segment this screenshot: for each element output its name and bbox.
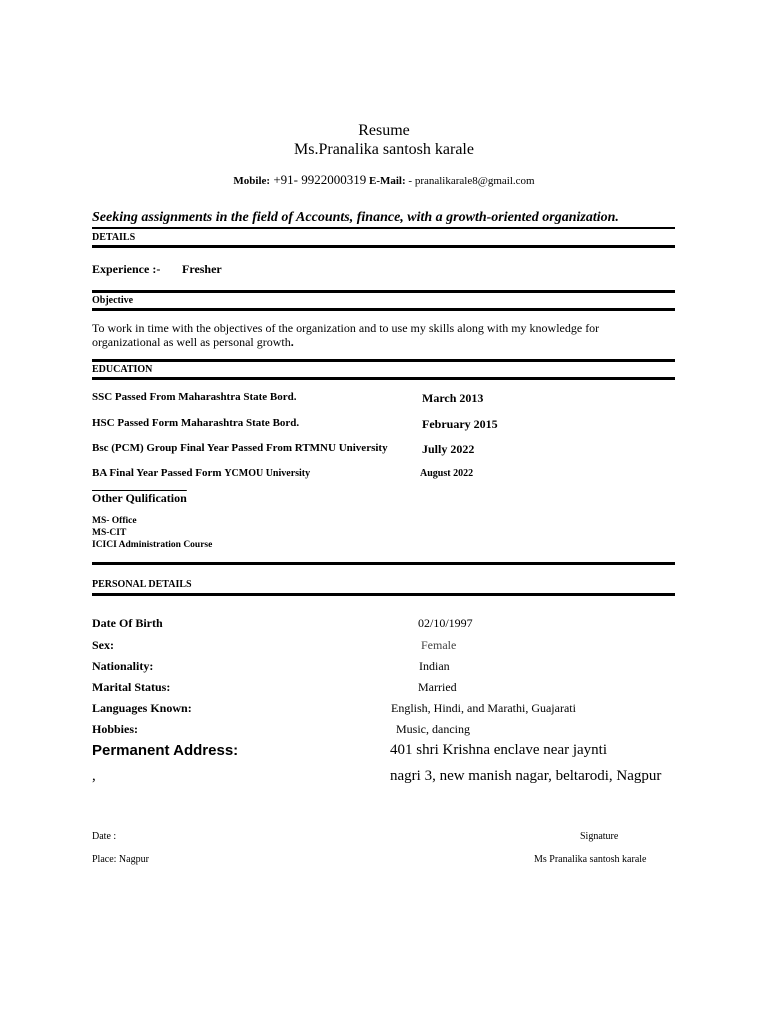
personal-label: Nationality: (92, 659, 154, 673)
address-label: Permanent Address: (92, 742, 239, 759)
signature-name: Ms Pranalika santosh karale (534, 854, 647, 865)
contact-line (0, 172, 768, 188)
personal-label: Date Of Birth (92, 616, 163, 630)
objective-heading: Objective (92, 295, 134, 306)
career-tagline: Seeking assignments in the field of Accounts, finance, with a growth-oriented organization. (92, 210, 619, 225)
divider (92, 290, 675, 293)
address-line-1: 401 shri Krishna enclave near jaynti (390, 742, 608, 758)
personal-label: Hobbies: (92, 722, 139, 736)
qualification-item: ICICI Administration Course (92, 540, 213, 550)
experience-label: Experience :- (92, 262, 161, 276)
other-qualification-heading: Other Qulification (92, 491, 187, 505)
email-value: - pranalikarale8@gmail.com (405, 175, 535, 187)
mobile-label: Mobile: (233, 175, 271, 187)
personal-value: Indian (419, 659, 450, 673)
divider (92, 308, 675, 311)
resume-title: Resume (358, 122, 410, 139)
education-course: SSC Passed From Maharashtra State Bord. (92, 391, 297, 403)
objective-line-2: organizational as well as personal growth. (92, 335, 294, 349)
mobile-value: +91- 9922000319 (270, 172, 367, 187)
qualification-item: MS- Office (92, 516, 137, 526)
date-label: Date : (92, 831, 117, 842)
education-date: March 2013 (422, 391, 484, 405)
candidate-name: Ms.Pranalika santosh karale (294, 141, 474, 158)
education-course: Bsc (PCM) Group Final Year Passed From RTMNU University (92, 442, 388, 454)
divider (92, 245, 675, 248)
education-date: February 2015 (422, 417, 498, 431)
personal-value: Female (421, 638, 457, 652)
personal-value: English, Hindi, and Marathi, Guajarati (391, 701, 576, 715)
personal-label: Sex: (92, 638, 114, 652)
divider (92, 377, 675, 380)
personal-details-heading: PERSONAL DETAILS (92, 579, 192, 590)
education-course: HSC Passed Form Maharashtra State Bord. (92, 417, 300, 429)
details-heading: DETAILS (92, 232, 136, 243)
personal-label: Languages Known: (92, 701, 192, 715)
place-label: Place: Nagpur (92, 854, 149, 865)
divider (92, 593, 675, 596)
personal-label: Marital Status: (92, 680, 171, 694)
education-date: August 2022 (420, 468, 474, 479)
divider (92, 562, 675, 565)
education-heading: EDUCATION (92, 364, 153, 375)
personal-value: Married (418, 680, 457, 694)
personal-value: 02/10/1997 (418, 616, 473, 630)
divider (92, 227, 675, 229)
experience-value: Fresher (182, 262, 222, 276)
address-comma: , (92, 768, 96, 784)
education-course: BA Final Year Passed Form YCMOU University (92, 467, 311, 479)
address-line-2: nagri 3, new manish nagar, beltarodi, Nagpur (390, 768, 662, 784)
education-date: Jully 2022 (422, 442, 475, 456)
objective-line-1: To work in time with the objectives of the organization and to use my skills along with my knowledge for (92, 321, 600, 335)
qualification-item: MS-CIT (92, 528, 127, 538)
divider (92, 359, 675, 362)
email-label: E-Mail: (368, 175, 406, 187)
signature-label: Signature (580, 831, 619, 842)
personal-value: Music, dancing (396, 722, 470, 736)
